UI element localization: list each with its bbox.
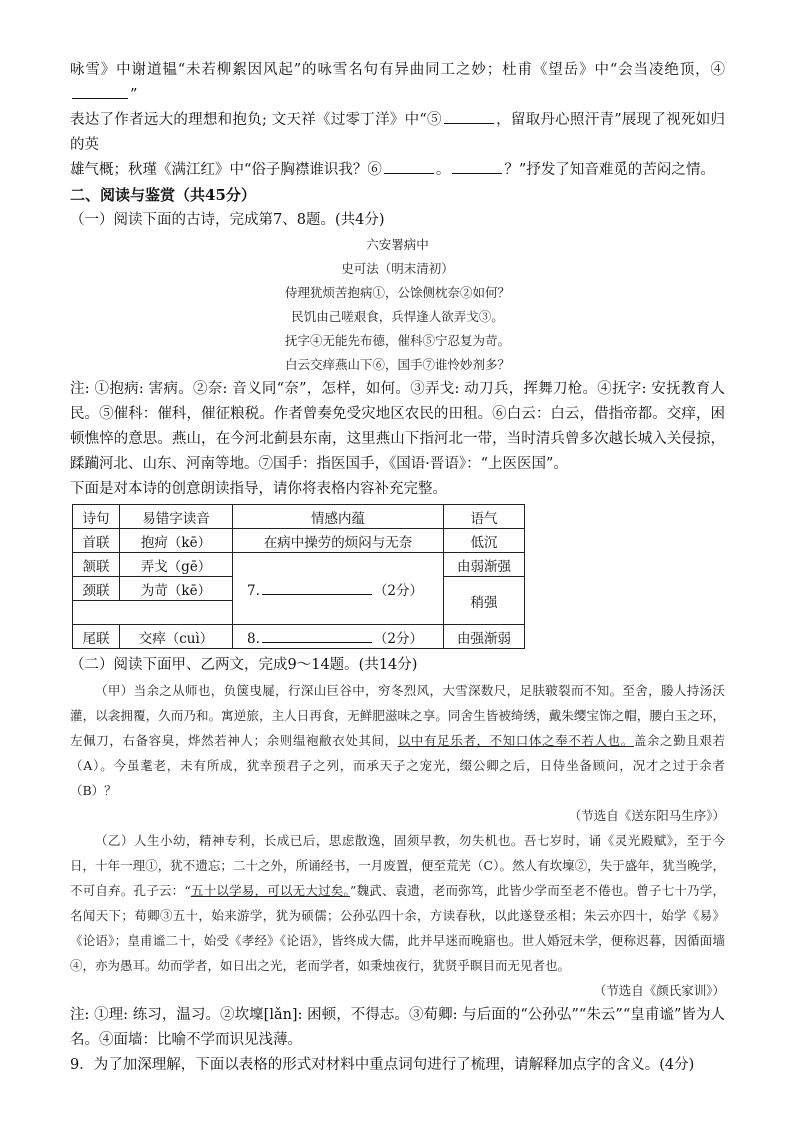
cell: 弄戈（gē）: [120, 553, 233, 577]
part1-intro: （一）阅读下面的古诗，完成第7、8题。(共4分): [70, 212, 385, 228]
cell: 在病中操劳的烦闷与无奈: [233, 529, 444, 553]
poem-line: 民饥由己嗟艰食，兵悍逢人欲弄戈③。: [291, 309, 504, 324]
poem-author: 史可法（明末清初）: [341, 261, 454, 276]
source-yi: （节选自《颜氏家训》）: [593, 983, 725, 998]
cell: 为苛（kē）: [120, 577, 233, 601]
underlined-sentence: 五十以学易，可以无大过矣。: [190, 883, 350, 898]
part2-intro: （二）阅读下面甲、乙两文，完成9～14题。(共14分): [70, 657, 418, 673]
cell: 颔联: [73, 553, 120, 577]
header-cell: 诗句: [73, 505, 120, 529]
question-9: 9．为了加深理解，下面以表格的形式对材料中重点词句进行了梳理，请解释加点字的含义。(4分): [70, 1057, 695, 1073]
text: 表达了作者远大的理想和抱负; 文天祥《过零丁洋》中“⑤: [70, 112, 442, 128]
answer-blank-7[interactable]: [262, 579, 372, 595]
text: ”魏武、袁遗，老而弥笃，此皆少学而至老不倦也。曾子七十乃学，名闻天下；荀卿③五十，始来游学，犹为硕儒；公孙弘四十余，方读春秋，以此遂登丞相；朱云亦四十，始学《易》《论语》；皇甫谧二十，始受《孝经》《论语》，皆终成大儒，此并早迷而晚寤也。世人婚冠未学，便称迟暮，因循面墙④，亦为愚耳。幼而学者，如日出之光，老而学者，如秉烛夜行，犹贤乎瞑目而无见者也。: [70, 883, 725, 973]
recitation-line-1: [70, 58, 725, 108]
text: 。: [435, 162, 451, 178]
passage-yi: [70, 828, 725, 978]
empty-cell: [73, 601, 233, 625]
reading-guide-table: [72, 504, 525, 649]
answer-blank-6b[interactable]: [452, 158, 502, 174]
table-header-row: [73, 505, 525, 529]
table-row: [73, 553, 525, 577]
text: 雄气概；秋瑾《满江红》中“俗子胸襟谁识我？⑥: [70, 162, 382, 178]
answer-blank-8[interactable]: [262, 627, 372, 643]
poem-notes: 注: ①抱病: 害病。②奈: 音义同“奈”，怎样，如何。③弄戈: 动刀兵，挥舞刀枪。④抚字: 安抚教育人民。⑤催科：催科，催征粮税。作者曾奏免受灾地区农民的田租。⑥白云：白云，借指帝都。交痒，困顿憔悴的意思。燕山，在今河北蓟县东南，这里燕山下指河北一带，当时清兵曾多次越长城入关侵掠，蹂躏河北、山东、河南等地。⑦国手：指医国手，《国语·晋语》：“上医医国”。: [70, 381, 725, 472]
answer-blank-6a[interactable]: [384, 158, 434, 174]
text: ”: [130, 87, 138, 103]
source-jia: （节选自《送东阳马生序》）: [568, 808, 725, 823]
question-number: 8.: [247, 630, 260, 647]
section-heading: 二、阅读与鉴赏（共45分）: [70, 186, 256, 204]
text: ，留取丹心照汗青”展现了视死如归的英: [70, 112, 725, 153]
cell: 由强渐弱: [444, 625, 525, 649]
cell: 低沉: [444, 529, 525, 553]
question-number: 7.: [247, 582, 260, 599]
exam-page: [70, 58, 725, 1078]
recitation-line-2: [70, 108, 725, 158]
text: （乙）人生小幼，精神专利，长成已后，思虑散逸，固须早教，勿失机也。吾七岁时，诵《灵光殿赋》，至于今日，十年一理①，犹不遗忘；二十之外，所诵经书，一月废置，便至荒芜（C）。然人有坎壈②，失于盛年，犹当晚学，不可自弃。孔子云：“: [70, 833, 725, 898]
cell: 交瘁（cuì）: [120, 625, 233, 649]
table-row: [73, 529, 525, 553]
answer-cell-7[interactable]: [233, 553, 444, 625]
table-row: [73, 625, 525, 649]
table-instruction: 下面是对本诗的创意朗读指导，请你将表格内容补充完整。: [70, 481, 447, 497]
text: ？”抒发了知音难觅的苦闷之情。: [504, 162, 715, 178]
answer-blank-5[interactable]: [444, 108, 494, 124]
poem-line: 抚字④无能先布德，催科⑤宁忍复为苛。: [284, 333, 510, 348]
cell: 首联: [73, 529, 120, 553]
text: 咏雪》中谢道韫“未若柳絮因风起”的咏雪名句有异曲同工之妙；杜甫《望岳》中“会当凌绝顶，④: [70, 62, 725, 78]
poem-title: 六安署病中: [366, 237, 429, 252]
header-cell: 情感内蕴: [233, 505, 444, 529]
answer-cell-8[interactable]: [233, 625, 444, 649]
poem-line: 白云交痒燕山下⑥，国手⑦谁怜妙剂多？: [284, 357, 510, 372]
cell: 颈联: [73, 577, 120, 601]
underlined-sentence: 以中有足乐者，不知口体之奉不若人也。: [397, 733, 634, 748]
passage-notes: 注: ①理: 练习，温习。②坎壈[lǎn]: 困顿，不得志。③荀卿: 与后面的“公孙弘”“朱云”“皇甫谧”皆为人名。④面墙：比喻不学而识见浅薄。: [70, 1007, 725, 1048]
passage-jia: [70, 678, 725, 803]
cell: 抱疴（kē）: [120, 529, 233, 553]
cell: 尾联: [73, 625, 120, 649]
answer-blank-4[interactable]: [72, 83, 128, 99]
text: （甲）当余之从师也，负箧曳屣，行深山巨谷中，穷冬烈风，大雪深数尺，足肤皲裂而不知。至舍，媵人持汤沃灌，以衾拥覆，久而乃和。寓逆旅，主人日再食，无鲜肥滋味之享。同舍生皆被绮绣，戴朱缨宝饰之帽，腰白玉之环，左佩刀，右备容臭，烨然若神人；余则缊袍敝衣处其间，: [70, 683, 725, 748]
header-cell: 易错字读音: [120, 505, 233, 529]
score: （2分）: [373, 630, 423, 647]
text: 盖余之勤且艰若（A）。今虽耄老，未有所成，犹幸预君子之列，而承天子之宠光，缀公卿之后，日侍坐备顾问，况才之过于余者（B）？: [70, 733, 725, 798]
recitation-line-3: [70, 158, 725, 183]
cell: 由弱渐强: [444, 553, 525, 577]
score: （2分）: [373, 582, 423, 599]
header-cell: 语气: [444, 505, 525, 529]
poem-line: 侍理犹烦苦抱病①，公馀侧枕奈②如何？: [284, 285, 510, 300]
cell: 稍强: [444, 577, 525, 625]
